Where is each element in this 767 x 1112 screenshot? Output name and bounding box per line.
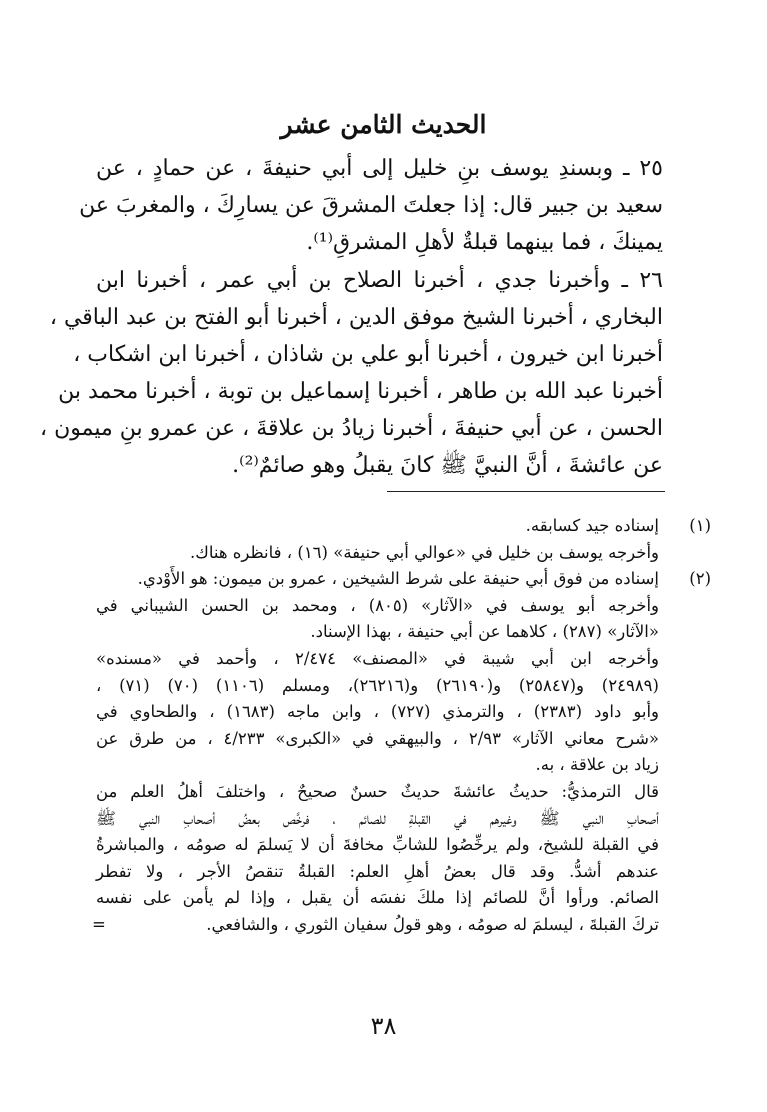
hadith-25-line: ٢٥ ـ وبسندِ يوسف بنِ خليل إلى أبي حنيفةَ ، عن حمادٍ ، عن bbox=[96, 156, 663, 181]
footnote-text: في القبلة للشيخ، ولم يرخِّصُوا للشابِّ مخافةَ أن لا يَسلمَ له صومُه ، والمباشرةُ bbox=[96, 835, 659, 855]
footnote-line bbox=[96, 752, 711, 779]
footnote-text: الصائم. ورأوا أنَّ للصائم إذا ملكَ نفسَه أن يقبل ، وإذا لم يأمن على نفسه bbox=[96, 888, 659, 908]
hadith-26-line: البخاري ، أخبرنا الشيخ موفق الدين ، أخبرنا أبو الفتح بن عبد الباقي ، bbox=[49, 305, 663, 330]
footnote-line bbox=[96, 806, 711, 833]
footnote-text: «شرح معاني الآثار» ٢/٩٣ ، والبيهقي في «الكبرى» ٤/٢٣٣ ، من طرق عن bbox=[96, 728, 660, 748]
footnote-line bbox=[96, 593, 711, 620]
hadith-26 bbox=[40, 262, 663, 484]
footnote-number: (٢) bbox=[689, 569, 711, 589]
hadith-25 bbox=[79, 150, 663, 261]
footnote-text: «الآثار» (٢٨٧) ، كلاهما عن أبي حنيفة ، بهذا الإسناد. bbox=[310, 622, 659, 642]
footnote-line bbox=[96, 779, 711, 806]
footnote-text: وأبو داود (٢٣٨٣) ، والترمذي (٧٢٧) ، وابن ماجه (١٦٨٣) ، والطحاوي في bbox=[96, 702, 660, 722]
footnote-text: إسناده جيد كسابقه. bbox=[525, 516, 659, 535]
footnote-line bbox=[96, 540, 711, 567]
footnote-text: عندهم أشدُّ. وقد قال بعضُ أهلِ العلم: القبلةُ تنقصُ الأجر ، ولا تفطر bbox=[96, 861, 659, 881]
footnote-separator bbox=[387, 491, 665, 492]
page-title: الحديث الثامن عشر bbox=[280, 110, 487, 139]
hadith-26-line: أخبرنا عبد الله بن طاهر ، أخبرنا إسماعيل بن توبة ، أخبرنا محمد بن bbox=[58, 379, 663, 404]
footnote-text: (٢٤٩٨٩) و(٢٥٨٤٧) و(٢٦١٩٠) و(٢٦٢١٦)، ومسلم (١١٠٦) (٧٠) (٧١) ، bbox=[96, 675, 659, 695]
footnote-line bbox=[96, 619, 711, 646]
continuation-mark: = bbox=[92, 914, 106, 934]
hadith-26-line: عن عائشةَ ، أنَّ النبيَّ ﷺ كانَ يقبلُ وهو صائمٌ⁽²⁾. bbox=[232, 453, 663, 478]
footnote-line bbox=[96, 885, 711, 912]
footnote-text: إسناده من فوق أبي حنيفة على شرط الشيخين ، عمرو بن ميمون: هو الأَوْدي. bbox=[137, 569, 659, 589]
footnotes bbox=[92, 513, 711, 939]
footnote-text: تركَ القبلةَ ، ليسلمَ له صومُه ، وهو قولُ سفيان الثوري ، والشافعي. bbox=[206, 914, 659, 934]
footnote-line bbox=[96, 673, 711, 700]
footnote-line bbox=[96, 726, 711, 753]
hadith-26-line: الحسن ، عن أبي حنيفةَ ، أخبرنا زيادُ بن علاقةَ ، عن عمرو بنِ ميمون ، bbox=[40, 416, 663, 441]
footnote-text: أصحابِ النبي ﷺ وغيرهم في القبلةِ للصائم ، فرخَّص بعضُ أصحابِ النبي ﷺ bbox=[96, 808, 659, 828]
hadith-26-line: أخبرنا ابن خيرون ، أخبرنا أبو علي بن شاذان ، أخبرنا ابن اشكاب ، bbox=[73, 342, 663, 367]
footnote-text: زياد بن علاقة ، به. bbox=[535, 755, 659, 775]
footnote-text: وأخرجه ابن أبي شيبة في «المصنف» ٢/٤٧٤ ، وأحمد في «مسنده» bbox=[96, 648, 660, 668]
footnote-line bbox=[96, 566, 711, 593]
footnote-text: وأخرجه يوسف بن خليل في «عوالي أبي حنيفة» (١٦) ، فانظره هناك. bbox=[189, 542, 659, 562]
hadith-26-line: ٢٦ ـ وأخبرنا جدي ، أخبرنا الصلاح بن أبي عمر ، أخبرنا ابن bbox=[96, 268, 663, 293]
footnote-line bbox=[96, 859, 711, 886]
footnote-number: (١) bbox=[689, 516, 711, 535]
page-number: ٣٨ bbox=[370, 1012, 397, 1040]
footnote-text: قال الترمذيُّ: حديثُ عائشةَ حديثٌ حسنٌ صحيحٌ ، واختلفَ أهلُ العلم من bbox=[96, 781, 659, 801]
footnote-line bbox=[96, 513, 711, 540]
footnote-text: وأخرجه أبو يوسف في «الآثار» (٨٠٥) ، ومحمد بن الحسن الشيباني في bbox=[96, 595, 659, 615]
footnote-line bbox=[96, 699, 711, 726]
hadith-25-line: سعيد بن جبير قال: إذا جعلتَ المشرقَ عن يسارِكَ ، والمغربَ عن bbox=[79, 193, 663, 218]
footnote-line bbox=[92, 912, 711, 939]
hadith-25-line: يمينكَ ، فما بينهما قبلةٌ لأهلِ المشرقِ⁽¹⁾. bbox=[306, 230, 663, 255]
footnote-line bbox=[96, 646, 711, 673]
footnote-line bbox=[96, 832, 711, 859]
